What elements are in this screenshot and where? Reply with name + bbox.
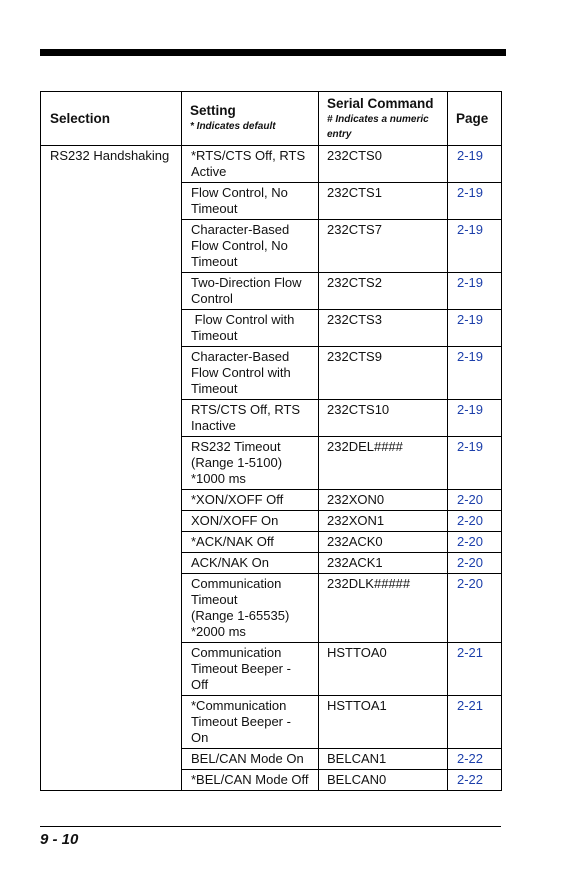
header-serial-command (319, 92, 448, 146)
header-setting-note: * Indicates default (190, 121, 276, 132)
setting-cell (182, 347, 319, 400)
serial-command-cell: 232CTS7 (319, 220, 448, 273)
page-link[interactable]: 2-22 (457, 751, 484, 766)
serial-command-table (40, 91, 502, 791)
page-cell (448, 574, 502, 643)
page-link[interactable]: 2-20 (457, 576, 484, 591)
setting-text: (Range 1-65535) (191, 608, 290, 623)
serial-command-cell: 232DLK##### (319, 574, 448, 643)
page-cell (448, 400, 502, 437)
setting-cell (182, 220, 319, 273)
setting-cell (182, 511, 319, 532)
setting-cell (182, 532, 319, 553)
setting-cell (182, 553, 319, 574)
header-setting (182, 92, 319, 146)
page-cell (448, 749, 502, 770)
page-link[interactable]: 2-19 (457, 222, 484, 237)
header-page-label: Page (456, 110, 489, 126)
setting-text: Two-Direction Flow Control (191, 275, 306, 306)
page-cell (448, 770, 502, 791)
footer-rule (40, 826, 501, 827)
page-cell (448, 273, 502, 310)
page-link[interactable]: 2-19 (457, 402, 484, 417)
page-cell (448, 310, 502, 347)
page-cell (448, 347, 502, 400)
header-setting-label: Setting (190, 103, 236, 118)
page-cell (448, 643, 502, 696)
serial-command-cell: BELCAN1 (319, 749, 448, 770)
setting-cell (182, 490, 319, 511)
setting-cell (182, 749, 319, 770)
setting-text: Character-Based Flow Control with Timeout (191, 349, 295, 396)
page-cell (448, 183, 502, 220)
serial-command-cell: 232CTS10 (319, 400, 448, 437)
setting-text: (Range 1-5100) (191, 455, 283, 470)
setting-text: Flow Control with Timeout (191, 312, 298, 343)
page-cell (448, 511, 502, 532)
page-cell (448, 220, 502, 273)
setting-text: *BEL/CAN Mode Off (191, 772, 309, 787)
serial-command-cell: BELCAN0 (319, 770, 448, 791)
setting-cell (182, 400, 319, 437)
serial-command-cell: 232CTS2 (319, 273, 448, 310)
setting-text: Character-Based Flow Control, No Timeout (191, 222, 293, 269)
setting-text: ACK/NAK On (191, 555, 270, 570)
table-row (41, 146, 502, 183)
header-serial-command-label: Serial Command (327, 95, 434, 111)
setting-text: Communication Timeout Beeper - Off (191, 645, 295, 692)
page-cell (448, 553, 502, 574)
setting-cell (182, 310, 319, 347)
serial-command-cell: 232CTS0 (319, 146, 448, 183)
page-cell (448, 696, 502, 749)
setting-text: *1000 ms (191, 471, 246, 486)
header-selection (41, 92, 182, 146)
page-cell (448, 146, 502, 183)
page-cell (448, 532, 502, 553)
selection-cell: RS232 Handshaking (41, 146, 182, 791)
setting-text: *2000 ms (191, 624, 246, 639)
serial-command-cell: HSTTOA1 (319, 696, 448, 749)
page-cell (448, 490, 502, 511)
serial-command-cell: 232CTS3 (319, 310, 448, 347)
setting-cell (182, 273, 319, 310)
setting-cell (182, 696, 319, 749)
page-link[interactable]: 2-19 (457, 185, 484, 200)
serial-command-cell: 232XON0 (319, 490, 448, 511)
setting-text: XON/XOFF On (191, 513, 279, 528)
serial-command-cell: 232ACK0 (319, 532, 448, 553)
setting-text: *ACK/NAK Off (191, 534, 274, 549)
setting-text: *RTS/CTS Off, RTS Active (191, 148, 309, 179)
page-link[interactable]: 2-21 (457, 645, 484, 660)
setting-text: *XON/XOFF Off (191, 492, 284, 507)
page-cell (448, 437, 502, 490)
page-link[interactable]: 2-19 (457, 349, 484, 364)
header-serial-command-note: # Indicates a numeric entry (327, 113, 429, 140)
header-selection-label: Selection (50, 110, 111, 126)
page-link[interactable]: 2-20 (457, 555, 484, 570)
page-link[interactable]: 2-21 (457, 698, 484, 713)
page-link[interactable]: 2-22 (457, 772, 484, 787)
setting-text: *Communication Timeout Beeper - On (191, 698, 295, 745)
page-link[interactable]: 2-20 (457, 492, 484, 507)
setting-cell (182, 643, 319, 696)
table-header-row (41, 92, 502, 146)
setting-text: RS232 Timeout (191, 439, 281, 454)
setting-text: Flow Control, No Timeout (191, 185, 292, 216)
page-link[interactable]: 2-20 (457, 513, 484, 528)
page-link[interactable]: 2-19 (457, 439, 484, 454)
page-link[interactable]: 2-19 (457, 148, 484, 163)
setting-cell (182, 146, 319, 183)
page-link[interactable]: 2-19 (457, 275, 484, 290)
setting-cell (182, 770, 319, 791)
header-page (448, 92, 502, 146)
setting-text: RTS/CTS Off, RTS Inactive (191, 402, 304, 433)
serial-command-cell: 232DEL#### (319, 437, 448, 490)
serial-command-cell: 232CTS9 (319, 347, 448, 400)
serial-command-cell: 232ACK1 (319, 553, 448, 574)
page-link[interactable]: 2-19 (457, 312, 484, 327)
page-number: 9 - 10 (40, 831, 79, 848)
table-body (41, 146, 502, 791)
setting-text: BEL/CAN Mode On (191, 751, 304, 766)
serial-command-cell: 232CTS1 (319, 183, 448, 220)
serial-command-cell: HSTTOA0 (319, 643, 448, 696)
setting-cell (182, 574, 319, 643)
serial-command-cell: 232XON1 (319, 511, 448, 532)
setting-cell (182, 183, 319, 220)
setting-cell (182, 437, 319, 490)
setting-text: Communication Timeout (191, 576, 285, 607)
page-link[interactable]: 2-20 (457, 534, 484, 549)
top-rule (40, 49, 506, 56)
